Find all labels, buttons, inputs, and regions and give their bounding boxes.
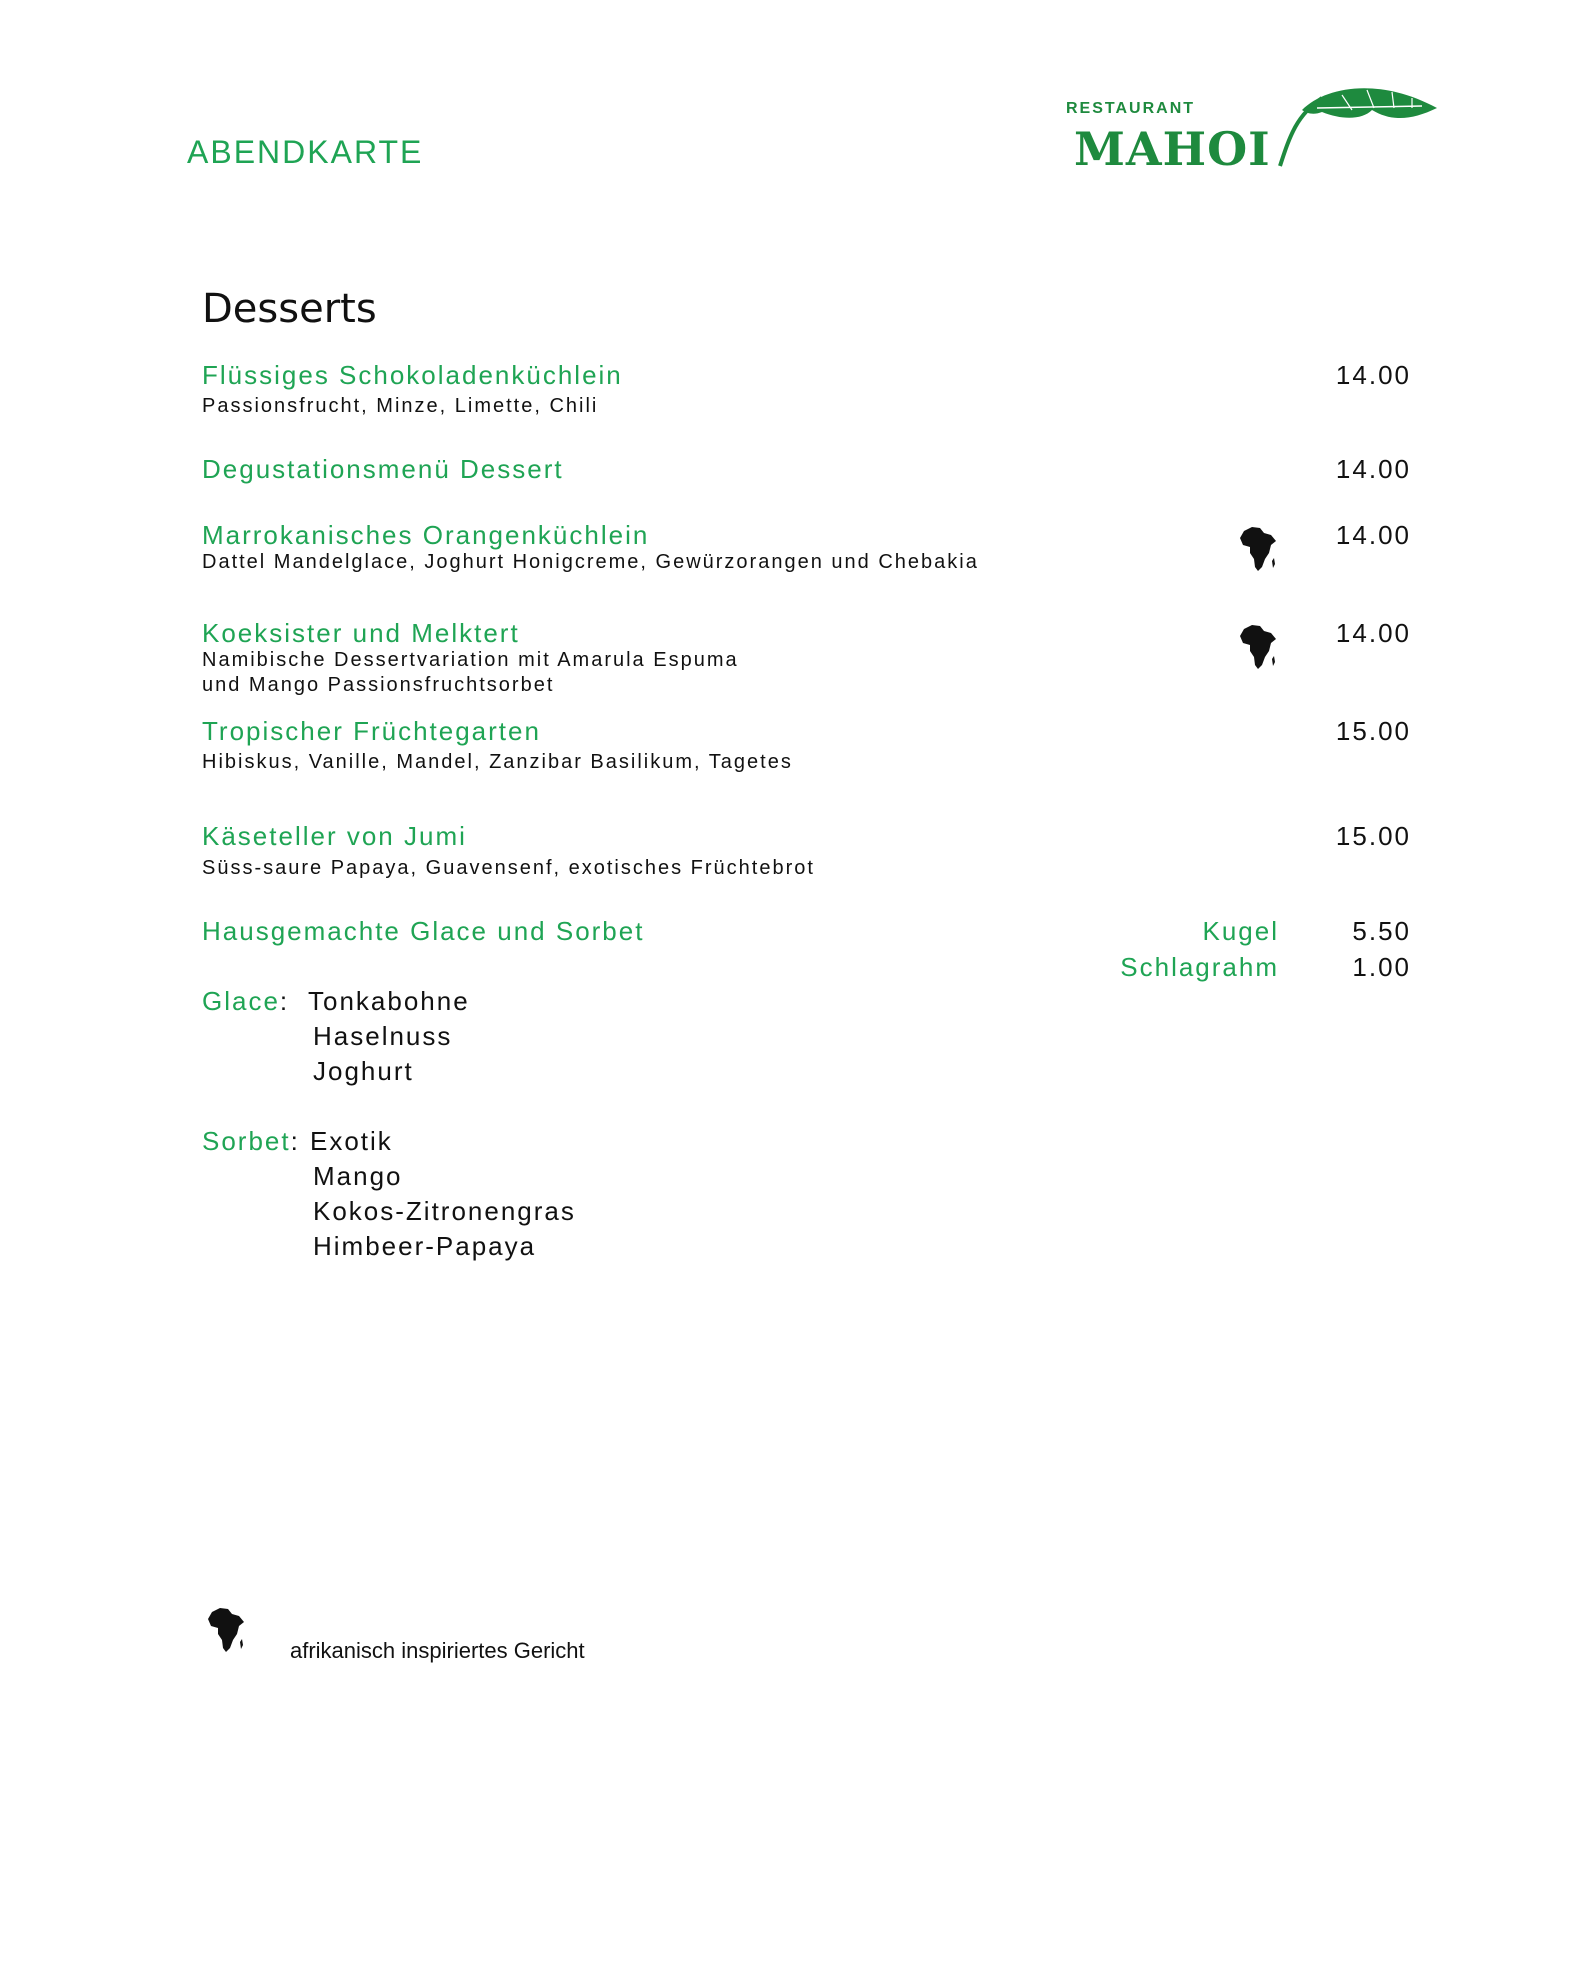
africa-icon [1238,623,1278,671]
logo-small-text: RESTAURANT [1066,100,1196,117]
dish-price: 15.00 [1335,716,1411,746]
flavor-item: Tonkabohne [308,986,470,1016]
dish-name: Degustationsmenü Dessert [202,454,564,484]
option-price-scoop: 5.50 [1352,916,1411,946]
option-label-cream: Schlagrahm [1120,952,1279,982]
page-title: ABENDKARTE [187,134,424,170]
flavor-item: Mango [313,1161,403,1191]
dish-price: 14.00 [1335,520,1411,550]
dish-name: Käseteller von Jumi [202,821,467,851]
dish-description: Süss-saure Papaya, Guavensenf, exotisches Früchtebrot [202,857,815,879]
flavor-item: Joghurt [313,1056,414,1086]
dish-price: 14.00 [1335,454,1411,484]
flavor-item: Kokos-Zitronengras [313,1196,576,1226]
dish-name: Tropischer Früchtegarten [202,716,541,746]
flavor-item: Haselnuss [313,1021,453,1051]
dish-price: 15.00 [1335,821,1411,851]
dish-name: Flüssiges Schokoladenküchlein [202,360,623,390]
ice-cream-heading: Hausgemachte Glace und Sorbet [202,916,645,946]
dish-description: Namibische Dessertvariation mit Amarula Espuma [202,649,739,671]
africa-icon [1238,525,1278,573]
dish-price: 14.00 [1335,360,1411,390]
option-price-cream: 1.00 [1352,952,1411,982]
dish-description: Hibiskus, Vanille, Mandel, Zanzibar Basilikum, Tagetes [202,751,793,773]
glace-label: Glace: [202,986,290,1016]
africa-icon [206,1606,246,1654]
legend-text: afrikanisch inspiriertes Gericht [290,1638,585,1663]
logo-brand-text: MAHOI [1074,122,1271,176]
dish-description: und Mango Passionsfruchtsorbet [202,674,555,696]
dish-name: Marrokanisches Orangenküchlein [202,520,650,550]
option-label-scoop: Kugel [1202,916,1279,946]
flavor-item: Himbeer-Papaya [313,1231,537,1261]
leaf-icon [1272,80,1442,170]
sorbet-label: Sorbet: [202,1126,300,1156]
section-title: Desserts [202,286,377,332]
dish-description: Passionsfrucht, Minze, Limette, Chili [202,395,599,417]
flavor-item: Exotik [310,1126,393,1156]
dish-name: Koeksister und Melktert [202,618,520,648]
dish-description: Dattel Mandelglace, Joghurt Honigcreme, Gewürzorangen und Chebakia [202,551,979,573]
restaurant-logo [1062,80,1442,180]
dish-price: 14.00 [1335,618,1411,648]
